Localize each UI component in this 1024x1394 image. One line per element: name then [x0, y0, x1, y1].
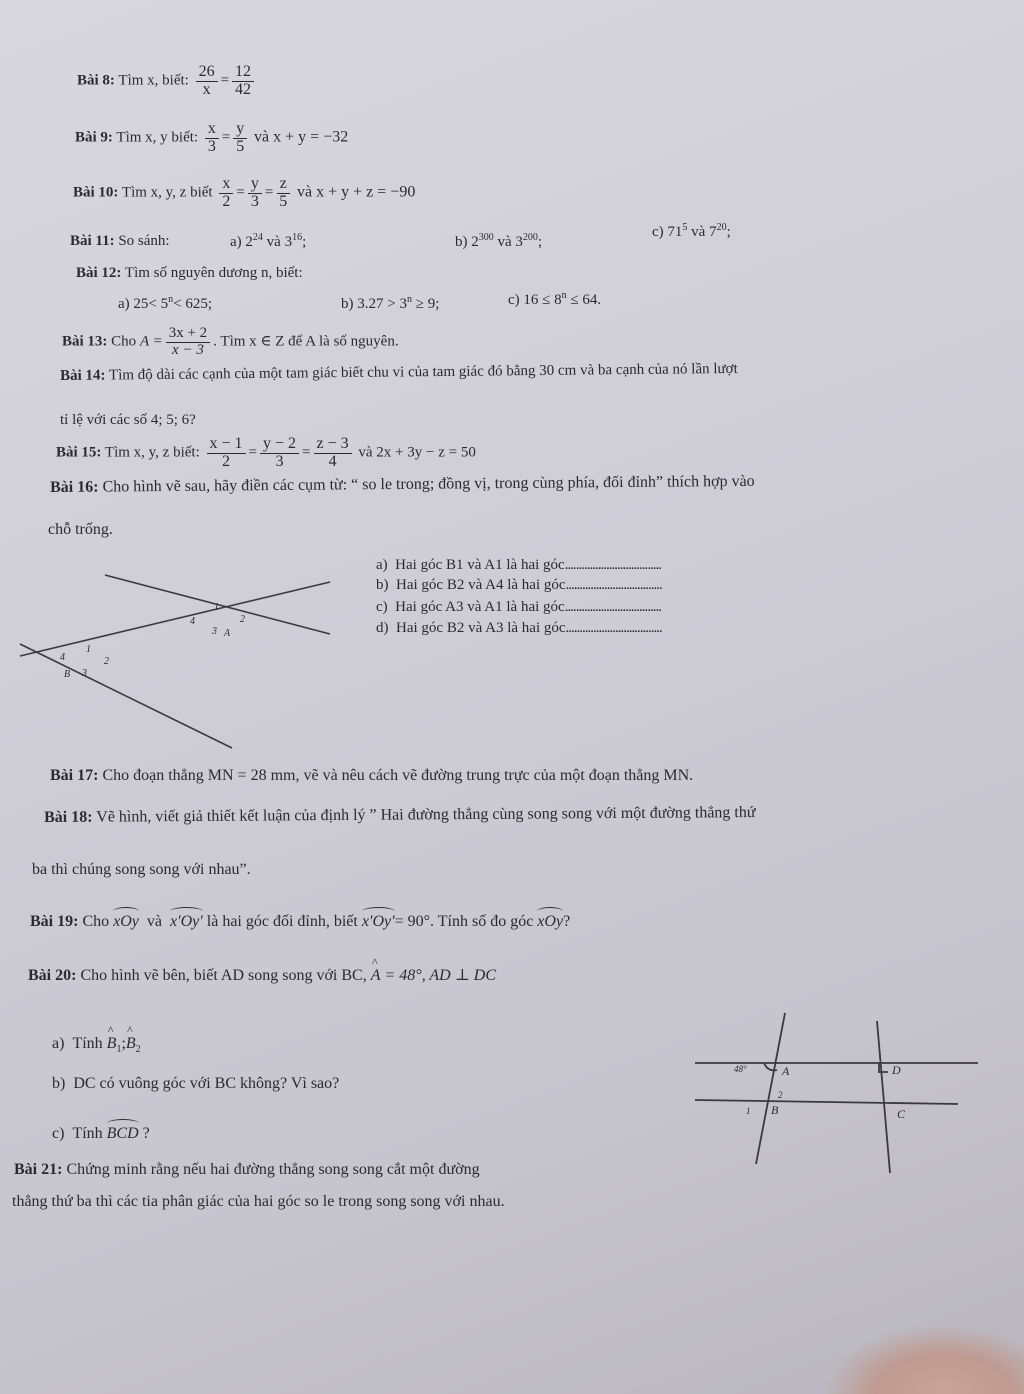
- exercise-text: Vẽ hình, viết giả thiết kết luận của định lý ” Hai đường thẳng cùng song song với một đường thẳng thứ: [96, 804, 756, 826]
- exercise-16-item-d: d) Hai góc B2 và A3 là hai góc...................................: [376, 620, 662, 636]
- point-d-label: D: [892, 1063, 901, 1077]
- exercise-label: Bài 16:: [50, 478, 99, 496]
- exercise-label: Bài 21:: [14, 1161, 63, 1178]
- exercise-20-part-b: b) DC có vuông góc với BC không? Vì sao?: [52, 1075, 340, 1092]
- angle-b3-label: 3: [82, 668, 87, 679]
- part-b: b) $2^{300}$ và $3^{200}$;: [455, 232, 543, 250]
- fraction: $\frac{12}{42}$: [232, 64, 254, 99]
- angle-x-prime-o-y-prime: x′Oy′: [361, 913, 395, 930]
- exercise-label: Bài 11:: [70, 233, 115, 249]
- fraction: $\frac{z}{5}$: [276, 176, 290, 211]
- angle-a4-label: 4: [190, 616, 195, 627]
- fraction: $\frac{26}{x}$: [196, 64, 218, 99]
- exercise-16-line2: chỗ trống.: [48, 521, 113, 538]
- fraction: $\frac{x - 1}{2}$: [207, 436, 246, 471]
- exercise-16-item-c: c) Hai góc A3 và A1 là hai góc...................................: [376, 599, 661, 615]
- part-c: c) $16 \le 8^n \le 64$.: [508, 290, 602, 308]
- line-dc: [877, 1021, 890, 1173]
- exercise-10: Bài 10: Tìm x, y, z biết $\frac{x}{2}$ = $\frac{y}{3}$ = $\frac{z}{5}$ và x + y + z = −90: [73, 175, 416, 210]
- part-c: c) $71^5$ và $7^{20}$;: [652, 222, 731, 240]
- exercise-16-item-a: a) Hai góc B1 và A1 là hai góc...................................: [376, 557, 661, 573]
- fraction: $\frac{y}{3}$: [248, 176, 262, 211]
- angle-xoy: xOy: [537, 913, 564, 930]
- exercise-text: Tìm x, y biết:: [116, 129, 199, 146]
- line-bc: [695, 1100, 958, 1104]
- exercise-text: Chứng minh rằng nếu hai đường thẳng song song cắt một đường: [66, 1161, 480, 1178]
- exercise-condition: và x + y = −32: [254, 128, 349, 146]
- finger-shadow: [824, 1324, 1024, 1394]
- angle-a2-label: 2: [240, 614, 245, 625]
- exercise-condition: và 2x + 3y − z = 50: [358, 444, 476, 461]
- part-a: a) $2^{24}$ và $3^{16}$;: [230, 232, 307, 250]
- exercise-label: Bài 15:: [56, 444, 102, 461]
- exercise-text: Tìm độ dài các cạnh của một tam giác biết chu vi của tam giác đó bằng 30 cm và ba cạnh của nó lần lượt: [108, 360, 738, 384]
- point-a-label: A: [224, 628, 231, 639]
- exercise-label: Bài 9:: [75, 129, 113, 146]
- angle-48-label: 48°: [734, 1064, 747, 1074]
- exercise-label: Bài 20:: [28, 967, 77, 984]
- angle-a3-label: 3: [212, 626, 217, 637]
- exercise-label: Bài 18:: [44, 808, 93, 826]
- exercise-19: Bài 19: Cho xOy và x′Oy′ là hai góc đối đỉnh, biết x′Oy′= 90°. Tính số đo góc xOy?: [30, 913, 571, 930]
- exercise-15: Bài 15: Tìm x, y, z biết: $\frac{x - 1}{2}$ = $\frac{y - 2}{3}$ = $\frac{z - 3}{4}$ và 2x + 3y − z = 50: [56, 435, 476, 470]
- exercise-20-part-c: c) Tính BCD ?: [52, 1125, 150, 1142]
- exercise-text: Cho hình vẽ sau, hãy điền các cụm từ: “ so le trong; đồng vị, trong cùng phía, đối đỉnh” thích hợp vào: [102, 472, 755, 496]
- exercise-label: Bài 10:: [73, 184, 119, 201]
- exercise-label: Bài 19:: [30, 913, 79, 930]
- fraction: $\frac{y - 2}{3}$: [260, 436, 299, 471]
- angle-2-label: 2: [778, 1090, 783, 1100]
- transversal-ab: [756, 1013, 785, 1164]
- exercise-20-part-a: a) Tính ^ $B_1;\^{}$ $B_2$: [52, 1034, 141, 1056]
- angle-1-label: 1: [746, 1106, 751, 1116]
- exercise-condition: và x + y + z = −90: [297, 183, 416, 201]
- exercise-text: Tìm x, y, z biết:: [104, 444, 200, 461]
- angle-b2-label: 2: [104, 656, 109, 667]
- exercise-8: Bài 8: Tìm x, biết: $\frac{26}{x}$ = $\frac{12}{42}$: [77, 64, 257, 99]
- exercise-20: Bài 20: Cho hình vẽ bên, biết AD song song với BC, ^ A = 48°, AD ⊥ DC: [28, 966, 496, 985]
- part-a: a) $25< 5^n< 625$;: [118, 294, 213, 312]
- point-c-label: C: [897, 1107, 906, 1121]
- exercise-text: So sánh:: [118, 233, 170, 249]
- point-a-label: A: [782, 1064, 790, 1078]
- exercise-13: Bài 13: Cho A = $\frac{3x + 2}{x - 3}$ . Tìm x ∈ Z để A là số nguyên.: [62, 325, 399, 358]
- fraction: $\frac{z - 3}{4}$: [314, 436, 352, 471]
- exercise-16-item-b: b) Hai góc B2 và A4 là hai góc...................................: [376, 577, 662, 593]
- exercise-label: Bài 17:: [50, 767, 99, 784]
- exercise-text: Cho: [111, 333, 137, 350]
- fraction: $\frac{x}{2}$: [219, 176, 233, 211]
- angle-x-prime-o-y-prime: x′Oy′: [170, 913, 203, 930]
- angle-b1-label: 1: [86, 644, 91, 655]
- fraction: $\frac{x}{3}$: [205, 121, 219, 156]
- fraction: $\frac{y}{5}$: [233, 121, 247, 156]
- part-b: b) $3.27 > 3^n \ge 9$;: [341, 294, 440, 312]
- angle-bcd: BCD: [106, 1125, 139, 1142]
- exercise-21: [14, 1160, 480, 1179]
- fraction: $\frac{3x + 2}{x - 3}$: [166, 326, 210, 359]
- exercise-label: Bài 14:: [60, 367, 106, 384]
- angle-a1-label: 1: [214, 602, 219, 613]
- exercise-14-line2: tỉ lệ với các số 4; 5; 6?: [60, 412, 196, 428]
- point-b-label: B: [64, 669, 71, 680]
- exercise-label: Bài 8:: [77, 72, 115, 89]
- exercise-label: Bài 12:: [76, 265, 122, 281]
- exercise-label: Bài 13:: [62, 333, 108, 350]
- angle-b4-label: 4: [60, 652, 65, 663]
- exercise-9: Bài 9: Tìm x, y biết: $\frac{x}{3}$ = $\frac{y}{5}$ và x + y = −32: [75, 120, 349, 155]
- exercise-text: Tìm x, biết:: [118, 72, 189, 89]
- exercise-text: Cho đoạn thẳng MN = 28 mm, vẽ và nêu cách vẽ đường trung trực của một đoạn thẳng MN.: [102, 767, 694, 784]
- angle-xoy: xOy: [113, 913, 139, 930]
- exercise-text: Tìm x, y, z biết: [121, 184, 213, 201]
- exercise-18-line2: ba thì chúng song song với nhau”.: [32, 861, 251, 878]
- exercise-21-line2: thẳng thứ ba thì các tia phân giác của hai góc so le trong song song với nhau.: [12, 1193, 505, 1210]
- point-b-label: B: [771, 1103, 779, 1117]
- angle-a: ^ A: [371, 966, 381, 985]
- exercise-text: Tìm số nguyên dương n, biết:: [124, 265, 303, 281]
